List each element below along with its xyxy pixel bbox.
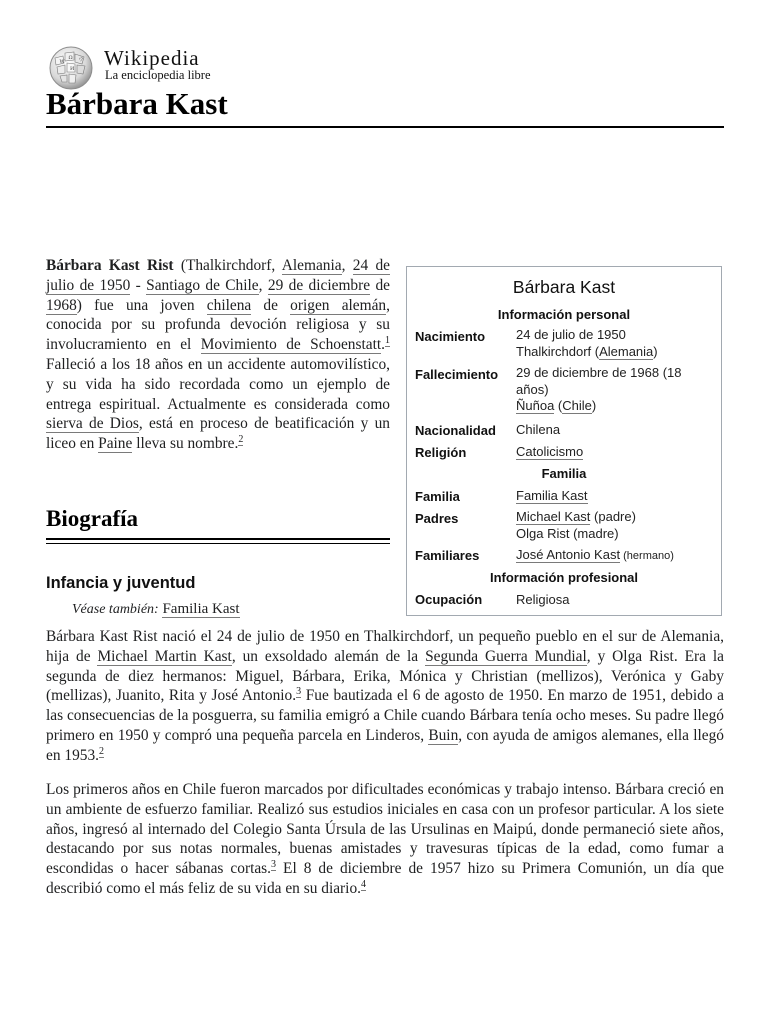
link-alemania[interactable]: Alemania — [281, 257, 342, 274]
lead-text: de — [251, 296, 291, 314]
svg-text:Ω: Ω — [68, 55, 73, 61]
reference-2[interactable] — [238, 434, 243, 446]
death-date: 29 de diciembre de 1968 (18 años) — [516, 365, 682, 397]
birth-date: 24 de julio de 1950 — [516, 327, 626, 342]
infobox-link-alemania[interactable]: Alemania — [599, 343, 654, 359]
birth-place-text: ) — [653, 343, 658, 359]
infobox-label-padres: Padres — [415, 511, 459, 526]
infobox-section-personal: Información personal — [497, 307, 631, 322]
biography-paragraph-1 — [46, 627, 724, 766]
infobox-value-familiares — [516, 547, 716, 565]
wikipedia-wordmark[interactable]: Wikipedia — [104, 46, 200, 70]
reference-1[interactable] — [385, 335, 390, 347]
see-also-note — [72, 601, 240, 618]
link-chilena[interactable]: chilena — [206, 296, 252, 314]
link-buin[interactable]: Buin — [428, 726, 459, 744]
infobox-link-catolicismo[interactable]: Catolicismo — [516, 444, 584, 459]
link-paine[interactable]: Paine — [98, 435, 133, 453]
infobox-link-familia-kast[interactable]: Familia Kast — [516, 488, 588, 503]
reference-4[interactable] — [361, 879, 366, 891]
body-text: Fue bautizada el 6 de agosto de 1950. En marzo de 1951, debido a las consecuencias de la posguerra, su familia emigró a Chile cuando Bárbara tenía ocho meses. Su padre llegó primero en 1950 y compró una pequeña parcela en Linderos, — [46, 687, 724, 744]
link-segunda-guerra-mundial[interactable]: Segunda Guerra Mundial — [425, 647, 587, 665]
infobox-label-nacimiento: Nacimiento — [415, 329, 486, 344]
death-place-text: ) — [591, 398, 597, 413]
lead-text: , conocida por su profunda devoción religiosa y su involucramiento en el — [46, 296, 390, 354]
svg-text:И: И — [70, 66, 75, 72]
body-text: El 8 de diciembre de 1957 hizo su Primera Comunión, un día que describió como el más feliz de su vida en su diario. — [46, 860, 724, 897]
reference-link[interactable]: 2 — [238, 434, 244, 446]
link-origen-aleman[interactable]: origen alemán — [290, 296, 387, 314]
infobox — [406, 266, 722, 616]
link-birth-date[interactable]: 24 de julio de 1950 — [46, 257, 390, 294]
lead-paragraph — [46, 256, 390, 454]
infobox-value-fallecimiento — [516, 365, 696, 415]
lead-text: Falleció a los 18 años en un accidente automovilístico, y su vida ha sido recordada como un ejemplo de entrega espiritual. Actualmente es considerada como — [46, 355, 390, 413]
infobox-label-nacionalidad: Nacionalidad — [415, 423, 496, 438]
relative-role: (hermano) — [620, 550, 674, 562]
reference-link[interactable]: 2 — [99, 745, 105, 757]
reference-link[interactable]: 4 — [361, 878, 366, 890]
infobox-value-padres — [516, 509, 716, 542]
infobox-value-ocupacion: Religiosa — [516, 592, 570, 607]
reference-link[interactable]: 1 — [385, 335, 390, 347]
body-text: , y Olga Rist. Era la segunda de diez hermanos: Miguel, Bárbara, Erika, Mónica y Christian (mellizos), Verónica y Gaby (mellizas), Juanito, Rita y José Antonio. — [46, 647, 724, 705]
father — [516, 509, 716, 526]
lead-text: de — [370, 276, 390, 294]
infobox-label-ocupacion: Ocupación — [415, 592, 483, 607]
wikipedia-tagline: La enciclopedia libre — [105, 68, 211, 82]
infobox-label-religion: Religión — [415, 445, 467, 460]
infobox-section-familia: Familia — [541, 466, 587, 481]
reference-link[interactable]: 3 — [271, 859, 277, 871]
lead-text: ) fue una joven — [76, 296, 207, 314]
death-place — [516, 398, 696, 415]
infobox-label-familia: Familia — [415, 489, 460, 504]
lead-text: , — [258, 276, 268, 294]
death-place-text: ( — [554, 398, 563, 413]
body-text: Los primeros años en Chile fueron marcados por dificultades económicas y trabajo intenso. Bárbara creció en un ambiente de esfuerzo familiar. Realizó sus estudios iniciales en casa con un profesor particular. A los siete años, ingresó al internado del Colegio Santa Úrsula de las Ursulinas en Maipú, donde permaneció siete años, destacando por sus notas normales, buenas amistades y travesuras típicas de la edad, como fumar a escondidas o hacer sábanas cortas. — [46, 781, 724, 878]
wikipedia-globe-logo-icon[interactable] — [46, 44, 96, 90]
see-also-label: Véase también: — [72, 602, 159, 617]
mother: Olga Rist (madre) — [516, 525, 619, 541]
body-text: Bárbara Kast Rist nació el 24 de julio de 1950 en Thalkirchdorf, un pequeño pueblo en el sur de Alemania, hija de — [46, 628, 724, 665]
infobox-link-jose-antonio-kast[interactable]: José Antonio Kast — [516, 547, 621, 562]
subsection-heading: Infancia y juventud — [46, 574, 196, 592]
body-text: , con ayuda de amigos alemanes, ella llegó en 1953. — [46, 726, 724, 764]
link-movimiento-schoenstatt[interactable]: Movimiento de Schoenstatt — [200, 336, 382, 354]
infobox-value-nacionalidad: Chilena — [516, 422, 561, 437]
link-sierva-de-dios[interactable]: sierva de Dios — [46, 415, 139, 433]
lead-text: , — [341, 257, 353, 274]
infobox-link-michael-kast[interactable]: Michael Kast — [516, 509, 591, 524]
infobox-section-profesional: Información profesional — [489, 570, 639, 585]
section-heading-biografia: Biografía — [46, 506, 138, 531]
lead-text: (Thalkirchdorf, — [173, 257, 282, 274]
infobox-value-nacimiento — [516, 327, 716, 360]
reference-link[interactable]: 3 — [296, 686, 302, 698]
link-death-date[interactable]: 29 de diciembre — [267, 276, 371, 294]
link-1968[interactable]: 1968 — [46, 296, 77, 314]
lead-text: lleva su nombre. — [132, 435, 239, 453]
body-text: , un exsoldado alemán de la — [231, 647, 426, 665]
reference-2b[interactable] — [99, 746, 104, 758]
subject-name: Bárbara Kast Rist — [46, 257, 174, 274]
birth-place — [516, 344, 716, 361]
page-title: Bárbara Kast — [46, 86, 228, 121]
link-michael-martin-kast[interactable]: Michael Martin Kast — [97, 647, 232, 665]
infobox-label-familiares: Familiares — [415, 548, 480, 563]
svg-text:W: W — [59, 59, 65, 65]
father-role: (padre) — [590, 509, 636, 524]
infobox-title: Bárbara Kast — [512, 277, 616, 297]
infobox-value-familia — [516, 488, 716, 505]
lead-text: . — [381, 336, 385, 354]
link-santiago[interactable]: Santiago de Chile — [146, 276, 259, 294]
infobox-link-nunoa[interactable]: Ñuñoa — [516, 398, 555, 413]
lead-text: - — [130, 276, 147, 294]
title-divider — [46, 126, 724, 128]
biography-paragraph-2 — [46, 780, 724, 899]
link-familia-kast[interactable]: Familia Kast — [162, 601, 240, 617]
infobox-link-chile[interactable]: Chile — [562, 398, 592, 413]
lead-text: , está en proceso de beatificación y un liceo en — [46, 415, 391, 453]
section-divider — [46, 538, 390, 540]
infobox-value-religion — [516, 444, 716, 461]
svg-text:ウ: ウ — [78, 57, 84, 63]
birth-place-text: Thalkirchdorf ( — [516, 343, 600, 359]
section-divider — [46, 543, 390, 544]
infobox-label-fallecimiento: Fallecimiento — [415, 367, 499, 382]
